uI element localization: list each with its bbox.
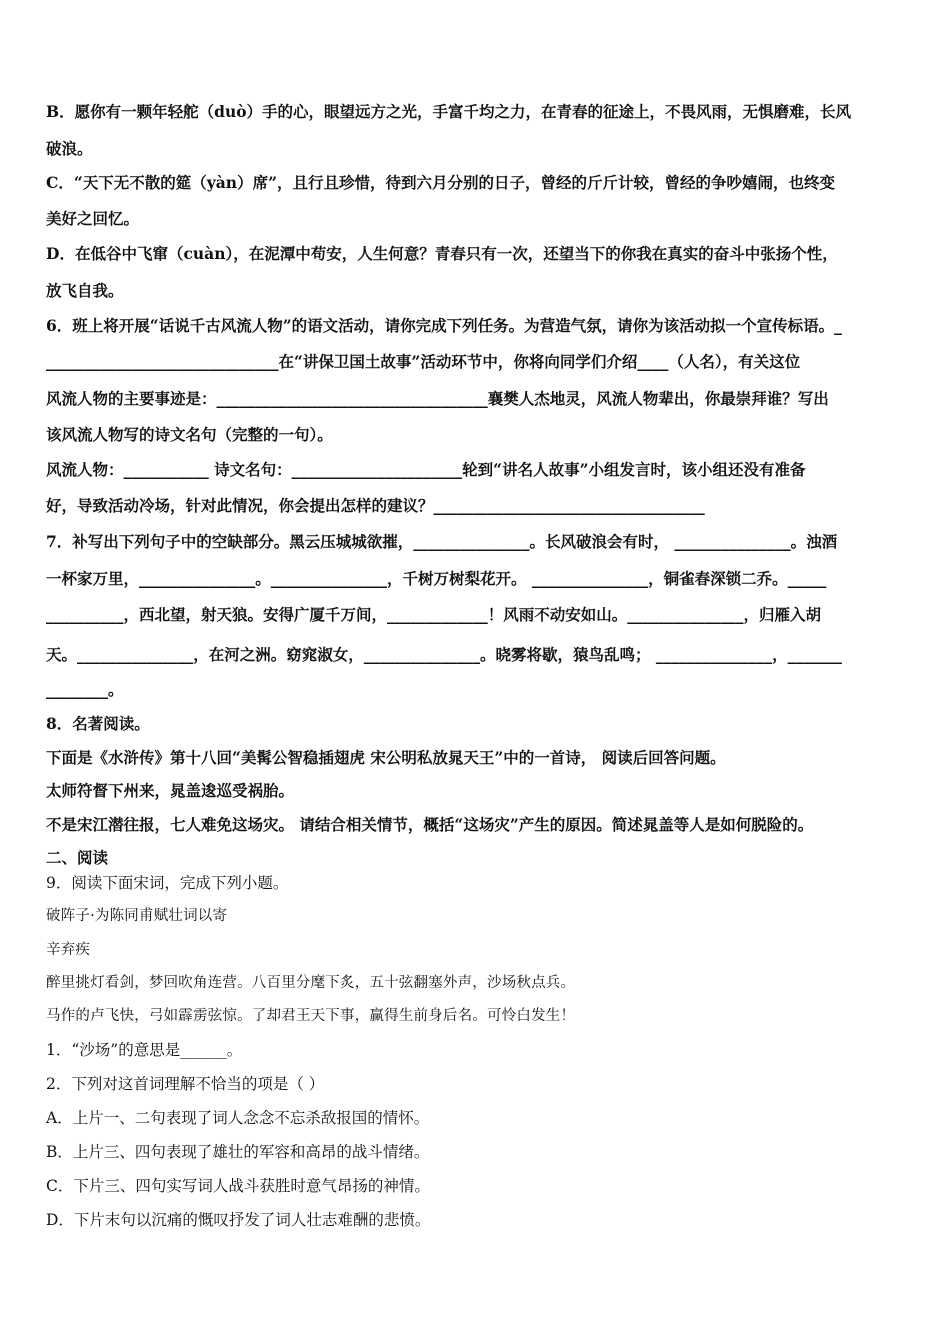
option-b-line-1: B．愿你有一颗年轻舵（duò）手的心，眼望远方之光，手富千均之力，在青春的征途上，不畏风雨，无惧磨难，长风 (46, 102, 852, 121)
option-d-line-1: D．在低谷中飞窜（cuàn），在泥潭中苟安，人生何意？青春只有一次，还望当下的你我在真实的奋斗中张扬个性， (46, 244, 838, 263)
question-8-poem-line-2: 不是宋江潜往报，七人难免这场灾。 请结合相关情节，概括“这场灾”产生的原因。简述晁盖等人是如何脱险的。 (46, 815, 814, 834)
question-6-line-4: 该风流人物写的诗文名句（完整的一句）。 (46, 425, 333, 444)
question-6-line-1: 6．班上将开展“话说千古风流人物”的语文活动，请你完成下列任务。为营造气氛，请你为该活动拟一个宣传标语。_ (46, 316, 842, 335)
question-9-heading: 9．阅读下面宋词，完成下列小题。 (46, 874, 289, 892)
subquestion-2: 2．下列对这首词理解不恰当的项是（ ） (46, 1075, 325, 1093)
subquestion-2-option-d: D．下片末句以沉痛的慨叹抒发了词人壮志难酬的悲愤。 (46, 1211, 431, 1229)
question-7-line-2: 一杯家万里，_______________。_______________，千树万树梨花开。 _______________，铜雀春深锁二乔。_____ (46, 569, 827, 588)
poem-stanza-1: 醉里挑灯看剑，梦回吹角连营。八百里分麾下炙，五十弦翻塞外声，沙场秋点兵。 (46, 975, 576, 991)
question-7-line-5: ________。 (46, 680, 124, 699)
section-heading-reading: 二、阅读 (46, 848, 109, 867)
subquestion-2-option-a: A．上片一、二句表现了词人念念不忘杀敌报国的情怀。 (46, 1109, 430, 1127)
question-7-line-4: 天。_______________，在河之洲。窈窕淑女，_______________。晓雾将歇，猿鸟乱鸣； _______________，_______ (46, 645, 842, 664)
question-6-line-3: 风流人物的主要事迹是：___________________________________襄樊人杰地灵，风流人物辈出，你最崇拜谁？写出 (46, 389, 829, 408)
poem-author: 辛弃疾 (46, 942, 91, 958)
option-d-line-2: 放飞自我。 (46, 281, 124, 300)
option-c-line-1: C．“天下无不散的筵（yàn）席”，且行且珍惜，待到六月分别的日子，曾经的斤斤计较，曾经的争吵嬉闹，也终变 (46, 173, 835, 192)
subquestion-2-option-c: C．下片三、四句实写词人战斗获胜时意气昂扬的神情。 (46, 1177, 430, 1195)
question-6-line-6: 好，导致活动冷场，针对此情况，你会提出怎样的建议？___________________________________ (46, 496, 705, 515)
question-7-line-3: __________，西北望，射天狼。安得广厦千万间，_____________！风雨不动安如山。_______________，归雁入胡 (46, 605, 822, 624)
question-6-line-2: ______________________________在“讲保卫国土故事”活动环节中，你将向同学们介绍____（人名），有关这位 (46, 352, 801, 371)
question-7-line-1: 7．补写出下列句子中的空缺部分。黑云压城城欲摧，_______________。长风破浪会有时， _______________。浊酒 (46, 532, 838, 551)
poem-stanza-2: 马作的卢飞快，弓如霹雳弦惊。了却君王天下事，赢得生前身后名。可怜白发生！ (46, 1008, 576, 1024)
question-6-line-5: 风流人物：___________ 诗文名句：______________________轮到“讲名人故事”小组发言时，该小组还没有准备 (46, 460, 806, 479)
question-8-intro: 下面是《水浒传》第十八回“美髯公智稳插翅虎 宋公明私放晁天王”中的一首诗， 阅读后回答问题。 (46, 748, 726, 767)
option-c-line-2: 美好之回忆。 (46, 209, 140, 228)
subquestion-1: 1．“沙场”的意思是______。 (46, 1041, 243, 1059)
option-b-line-2: 破浪。 (46, 139, 93, 158)
question-8-heading: 8．名著阅读。 (46, 714, 150, 733)
poem-title: 破阵子·为陈同甫赋壮词以寄 (46, 908, 228, 924)
question-8-poem-line-1: 太师符督下州来，晁盖逡巡受祸胎。 (46, 781, 295, 800)
subquestion-2-option-b: B．上片三、四句表现了雄壮的军容和高昂的战斗情绪。 (46, 1143, 430, 1161)
